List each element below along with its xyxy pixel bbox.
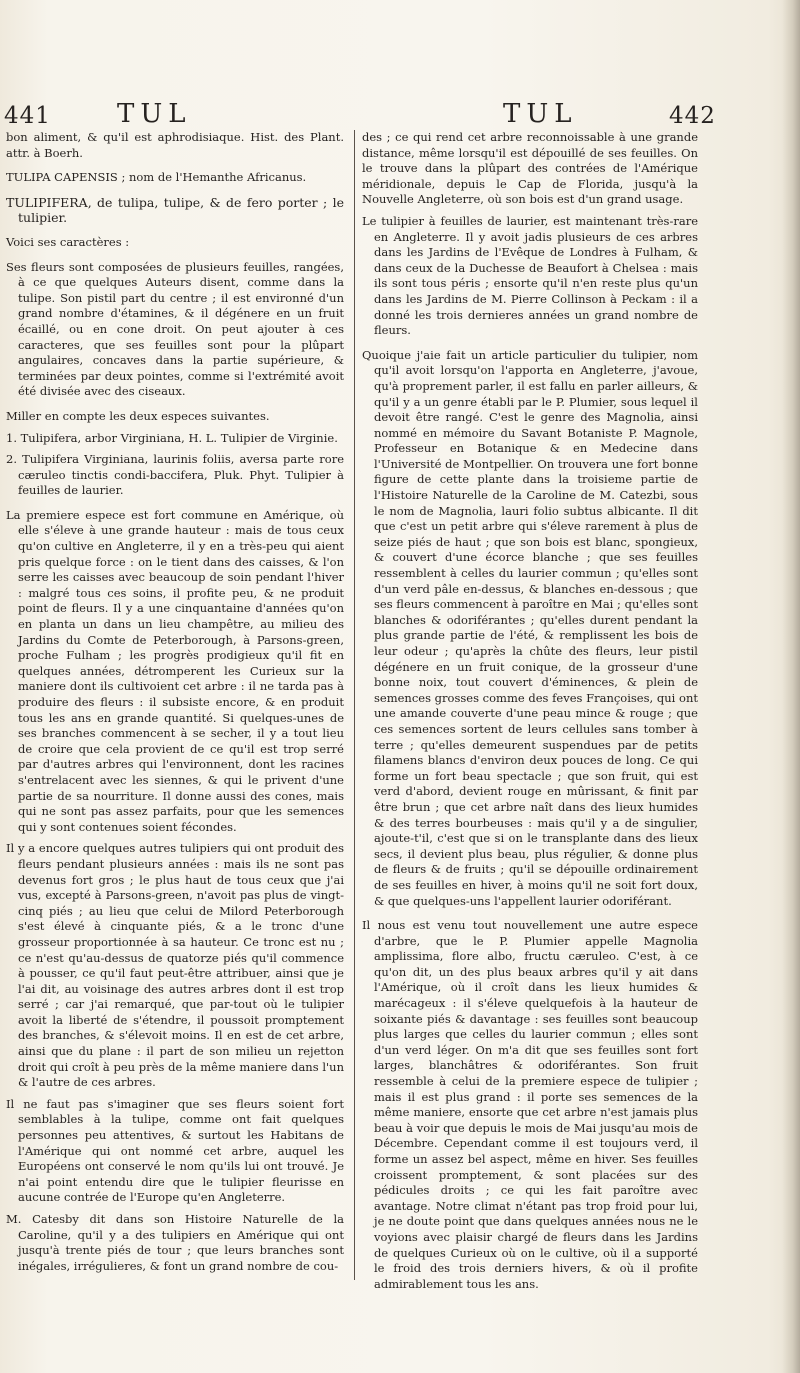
left-running-head: TUL: [117, 99, 192, 129]
right-column: [362, 130, 698, 1298]
species-item: 2. Tulipifera Virginiana, laurinis foliis, aversa parte rore cæruleo tinctis condi-baccifera, Pluk. Phyt. Tulipier à feuilles de laurier.: [6, 452, 344, 498]
left-column: [6, 130, 344, 1280]
paragraph: des ; ce qui rend cet arbre reconnoissable à une grande distance, même lorsqu'il est dépouillé de ses feuilles. On le trouve dans la plûpart des contrées de l'Amérique méridionale, depuis le Cap de Florida, jusqu'à la Nouvelle Angleterre, où son bois est d'un grand usage.: [362, 130, 698, 207]
paragraph: Miller en compte les deux especes suivantes.: [6, 408, 270, 423]
paragraph: Il y a encore quelques autres tulipiers qui ont produit des fleurs pendant plusieurs années : mais ils ne sont pas devenus fort gros ; le plus haut de tous ceux que j'ai vus, excepté à Parsons-green, n'avoit pas plus de vingt-cinq piés ; au lieu que celui de Milord Peterborough s'est élevé à cinquante piés, & a le tronc d'une grosseur proportionnée à sa hauteur. Ce tronc est nu ; ce n'est qu'au-dessus de quatorze piés qu'il commence à pousser, ce qu'il faut peut-être attribuer, ainsi que je l'ai dit, au voisinage des autres arbres dont il est trop serré ; car j'ai remarqué, que par-tout où le tulipier avoit la liberté de s'étendre, il poussoit promptement des branches, & s'élevoit moins. Il en est de cet arbre, ainsi que du plane : il part de son milieu un rejetton droit qui croît à peu près de la même maniere dans l'un & l'autre de ces arbres.: [6, 841, 344, 1090]
right-page-number: 442: [669, 103, 716, 129]
paragraph: bon aliment, & qu'il est aphrodisiaque. Hist. des Plant. attr. à Boerh.: [6, 130, 344, 160]
paragraph: M. Catesby dit dans son Histoire Naturelle de la Caroline, qu'il y a des tulipiers en Amérique qui ont jusqu'à trente piés de tour ; que leurs branches sont inégales, irrégulieres, & font un grand nombre de cou-: [6, 1212, 344, 1273]
paragraph: Le tulipier à feuilles de laurier, est maintenant très-rare en Angleterre. Il y avoit jadis plusieurs de ces arbres dans les Jardins de l'Evêque de Londres à Fulham, & dans ceux de la Duchesse de Beaufort à Chelsea : mais ils sont tous péris ; ensorte qu'il n'en reste plus qu'un dans les Jardins de M. Pierre Collinson à Peckam : il a donné les trois dernieres années un grand nombre de fleurs.: [362, 213, 698, 338]
entry-tulipa-capensis: TULIPA CAPENSIS ; nom de l'Hemanthe Africanus.: [6, 170, 307, 185]
entry-tulipifera: TULIPIFERA, de tulipa, tulipe, & de fero porter ; le tulipier.: [6, 194, 344, 226]
paragraph: Quoique j'aie fait un article particulier du tulipier, nom qu'il avoit lorsqu'on l'apporta en Angleterre, j'avoue, qu'à proprement parler, il est fallu en parler ailleurs, & qu'il y a un genre établi par le P. Plumier, sous lequel il devoit être rangé. C'est le genre des Magnolia, ainsi nommé en mémoire du Savant Botaniste P. Magnole, Professeur en Botanique & en Medecine dans l'Université de Montpellier. On trouvera une fort bonne figure de cette plante dans la troisieme partie de l'Histoire Naturelle de la Caroline de M. Catezbi, sous le nom de Magnolia, lauri folio subtus albicante. Il dit que c'est un petit arbre qui s'éleve rarement à plus de seize piés de haut ; que son bois est blanc, spongieux, & couvert d'une écorce blanche ; que ses feuilles ressemblent à celles du laurier commun ; qu'elles sont d'un verd pâle en-dessus, & blanches en-dessous ; que ses fleurs commencent à paroître en Mai ; qu'elles sont blanches & odoriférantes ; qu'elles durent pendant la plus grande partie de l'été, & remplissent les bois de leur odeur ; qu'après la chûte des fleurs, leur pistil dégénere en un fruit conique, de la grosseur d'une bonne noix, tout couvert d'éminences, & plein de semences grosses comme des feves Françoises, qui ont une amande couverte d'une peau mince & rouge ; que ces semences sortent de leurs cellules sans tomber à terre ; qu'elles demeurent suspendues par de petits filamens blancs d'environ deux pouces de long. Ce qui forme un fort beau spectacle ; que son fruit, qui est verd d'abord, devient rouge en mûrissant, & finit par être brun ; que cet arbre naît dans des lieux humides & des terres bourbeuses : mais qu'il y a de singulier, ajoute-t'il, c'est que si on le transplante dans des lieux secs, il devient plus beau, plus régulier, & donne plus de fleurs & de fruits ; qu'il se dépouille ordinairement de ses feuilles en hiver, à moins qu'il ne soit fort doux, & que quelques-uns l'appellent laurier odoriférant.: [362, 347, 698, 908]
column-divider: [354, 130, 355, 1280]
paragraph: Il nous est venu tout nouvellement une autre espece d'arbre, que le P. Plumier appelle Magnolia amplissima, flore albo, fructu cæruleo. C'est, à ce qu'on dit, un des plus beaux arbres qu'il y ait dans l'Amérique, où il croît dans les lieux humides & marécageux : il s'éleve quelquefois à la hauteur de soixante piés & davantage : ses feuilles sont beaucoup plus larges que celles du laurier commun ; elles sont d'un verd léger. On m'a dit que ses feuilles sont fort larges, blanchâtres & odoriférantes. Son fruit ressemble à celui de la premiere espece de tulipier ; mais il est plus grand : il porte ses semences de la même maniere, ensorte que cet arbre n'est jamais plus beau à voir que depuis le mois de Mai jusqu'au mois de Décembre. Cependant comme il est toujours verd, il forme un assez bel aspect, même en hiver. Ses feuilles croissent promptement, & sont placées sur des pédicules droits ; ce qui les fait paroître avec avantage. Notre climat n'étant pas trop froid pour lui, je ne doute point que dans quelques années nous ne le voyions avec plaisir chargé de fleurs dans les Jardins de quelques Curieux où on le cultive, où il a supporté le froid des trois derniers hivers, & où il profite admirablement tous les ans.: [362, 918, 698, 1291]
page-gutter-shadow: [782, 0, 800, 1373]
paragraph: Ses fleurs sont composées de plusieurs feuilles, rangées, à ce que quelques Auteurs disent, comme dans la tulipe. Son pistil part du centre ; il est environné d'un grand nombre d'étamines, & il dégénere en un fruit écaillé, ou en cone droit. On peut ajouter à ces caracteres, que ses feuilles sont pour la plûpart angulaires, concaves dans la partie supérieure, & terminées par deux pointes, comme si l'extrémité avoit été divisée avec des ciseaux.: [6, 259, 344, 399]
paragraph: Voici ses caractères :: [6, 234, 130, 249]
paragraph: La premiere espece est fort commune en Amérique, où elle s'éleve à une grande hauteur : mais de tous ceux qu'on cultive en Angleterre, il y en a très-peu qui aient pris quelque force : on le tient dans des caisses, & l'on serre les caisses avec beaucoup de soin pendant l'hiver : malgré tous ces soins, il profite peu, & ne produit point de fleurs. Il y a une cinquantaine d'années qu'on en planta un dans un lieu champêtre, au milieu des Jardins du Comte de Peterborough, à Parsons-green, proche Fulham ; les progrès prodigieux qu'il fit en quelques années, détromperent les Curieux sur la maniere dont ils cultivoient cet arbre : il ne tarda pas à produire des fleurs : il subsiste encore, & en produit tous les ans en grande quantité. Si quelques-unes de ses branches commencent à se secher, il y a tout lieu de croire que cela provient de ce qu'il est trop serré par d'autres arbres qui l'environnent, dont les racines s'entrelacent avec les siennes, & qui le privent d'une partie de sa nourriture. Il donne aussi des cones, mais qui ne sont pas assez parfaits, pour que les semences qui y sont contenues soient fécondes.: [6, 507, 344, 834]
right-running-head: TUL: [503, 99, 578, 129]
species-item: 1. Tulipifera, arbor Virginiana, H. L. Tulipier de Virginie.: [6, 430, 338, 445]
paragraph: Il ne faut pas s'imaginer que ses fleurs soient fort semblables à la tulipe, comme ont fait quelques personnes peu attentives, & surtout les Habitans de l'Amérique qui ont nommé cet arbre, auquel les Européens ont conservé le nom qu'ils lui ont trouvé. Je n'ai point entendu dire que le tulipier fleurisse en aucune contrée de l'Europe qu'en Angleterre.: [6, 1096, 344, 1205]
left-page-number: 441: [4, 103, 51, 129]
